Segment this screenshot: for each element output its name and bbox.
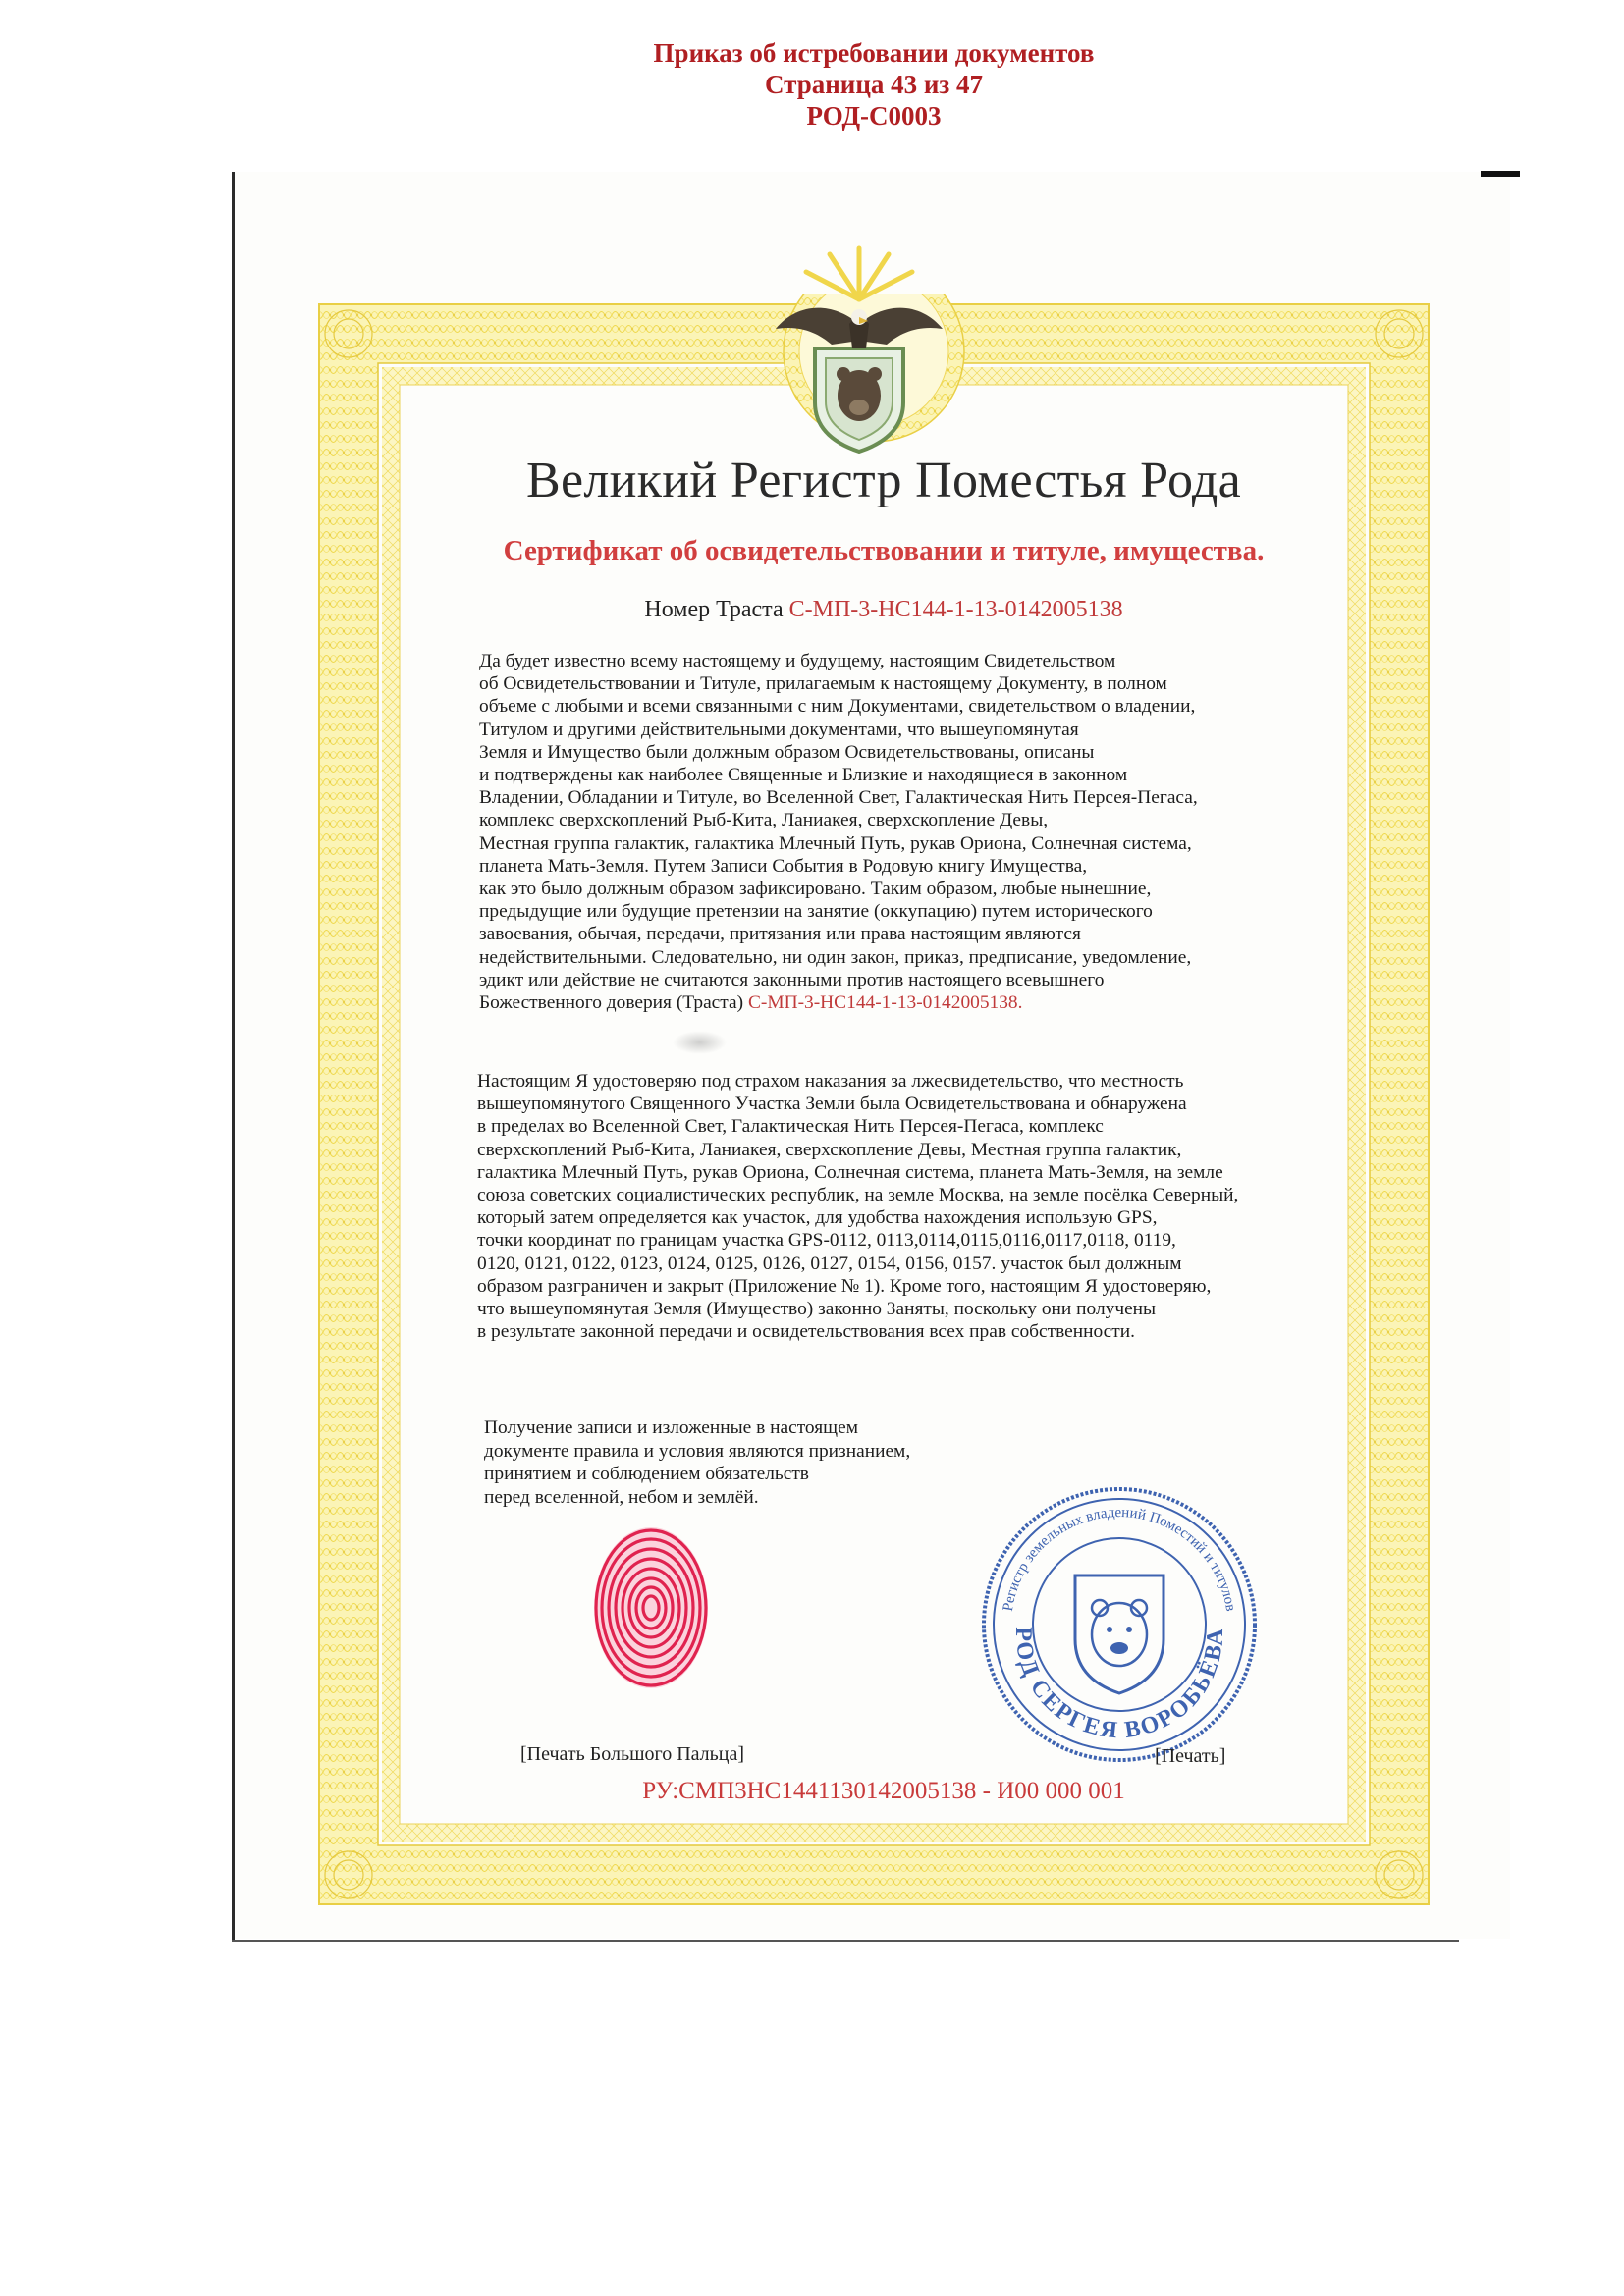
paragraph-1-text: Да будет известно всему настоящему и будущему, настоящим Свидетельством об Освидетельствовании и Титуле, прилагаемым к настоящему Документу, в полном объеме с любыми и всеми связанными с ним Документами, свидетельством о владении, Титулом и другими действительными документами, что вышеупомянутая Земля и Имущество были должным образом Освидетельствованы, описаны и подтверждены как наиболее Священные и Близкие и находящиеся в законном Владении, Обладании и Титуле, во Вселенной Свет, Галактическая Нить Персея-Пегаса, комплекс сверхскоплений Рыб-Кита, Ланиакея, сверхскопление Девы, Местная группа галактик, галактика Млечный Путь, рукав Ориона, Солнечная система, планета Мать-Земля. Путем Записи События в Родовую книгу Имущества, как это было должным образом зафиксировано. Таким образом, любые нынешние, предыдущие или будущие претензии на занятие (оккупацию) путем исторического завоевания, обычая, передачи, притязания или права настоящим являются недействительными. Следовательно, ни один закон, приказ, предписание, уведомление, эдикт или действие не считаются законными против настоящего всевышнего Божественного доверия (Траста) bbox=[479, 651, 1198, 1014]
document-header bbox=[0, 37, 1624, 132]
round-seal-stamp bbox=[972, 1477, 1267, 1772]
thumbprint-icon bbox=[587, 1522, 715, 1693]
seal-ring-text: Регистр земельных владений Поместий и титулов bbox=[1000, 1505, 1239, 1613]
paragraph-1-trust-number: С-МП-3-НС144-1-13-0142005138. bbox=[747, 992, 1023, 1014]
seal-bottom-text: РОД СЕРГЕЯ ВОРОБЬЁВА bbox=[1009, 1626, 1229, 1744]
seal-label: [Печать] bbox=[1155, 1745, 1226, 1767]
scan-edge-bottom bbox=[232, 1940, 1459, 1942]
registry-code: РУ:СМП3НС1441130142005138 - И00 000 001 bbox=[642, 1778, 1125, 1804]
scan-edge-left bbox=[232, 172, 235, 1942]
svg-text:Регистр земельных владений Пом bbox=[1001, 1505, 1238, 1612]
certificate-title: Великий Регистр Поместья Рода bbox=[525, 453, 1242, 508]
header-doc-code: РОД-С0003 bbox=[806, 101, 942, 131]
trust-number-line bbox=[452, 597, 1316, 623]
header-title: Приказ об истребовании документов bbox=[653, 38, 1095, 68]
trust-number-value: С-МП-3-НС144-1-13-0142005138 bbox=[788, 597, 1123, 622]
certificate-paragraph-2: Настоящим Я удостоверяю под страхом наказания за лжесвидетельство, что местность вышеупомянутого Священного Участка Земли была Освидетельствована и обнаружена в пределах во Вселенной Свет, Галактическая Нить Персея-Пегаса, комплекс сверхскоплений Рыб-Кита, Ланиакея, сверхскопление Девы, Местная группа галактик, галактика Млечный Путь, рукав Ориона, Солнечная система, планета Мать-Земля, на земле союза советских социалистических республик, на земле Москва, на земле посёлка Северный, который затем определяется как участок, для удобства нахождения использую GPS, точки координат по границам участка GPS-0112, 0113,0114,0115,0116,0117,0118, 0119, 0120, 0121, 0122, 0123, 0124, 0125, 0126, 0127, 0154, 0156, 0157. участок был должным образом разграничен и закрыт (Приложение № 1). Кроме того, настоящим Я удостоверяю, что вышеупомянутая Земля (Имущество) законно Заняты, поскольку они получены в результате законной передачи и освидетельствования всех прав собственности. bbox=[477, 1071, 1239, 1343]
scan-smudge bbox=[673, 1031, 727, 1054]
header-page-number: Страница 43 из 47 bbox=[764, 70, 984, 99]
eagle-emblem-icon bbox=[771, 231, 947, 456]
trust-number-label: Номер Траста bbox=[644, 597, 784, 622]
thumbprint-label: [Печать Большого Пальца] bbox=[520, 1743, 745, 1765]
certificate-paragraph-1 bbox=[479, 650, 1343, 1014]
certificate-paragraph-3: Получение записи и изложенные в настоящем документе правила и условия являются признанием, принятием и соблюдением обязательств перед вселенной, небом и землёй. bbox=[484, 1417, 911, 1508]
scan-edge-mark bbox=[1481, 171, 1520, 177]
certificate-subtitle: Сертификат об освидетельствовании и титуле, имущества. bbox=[503, 535, 1265, 566]
